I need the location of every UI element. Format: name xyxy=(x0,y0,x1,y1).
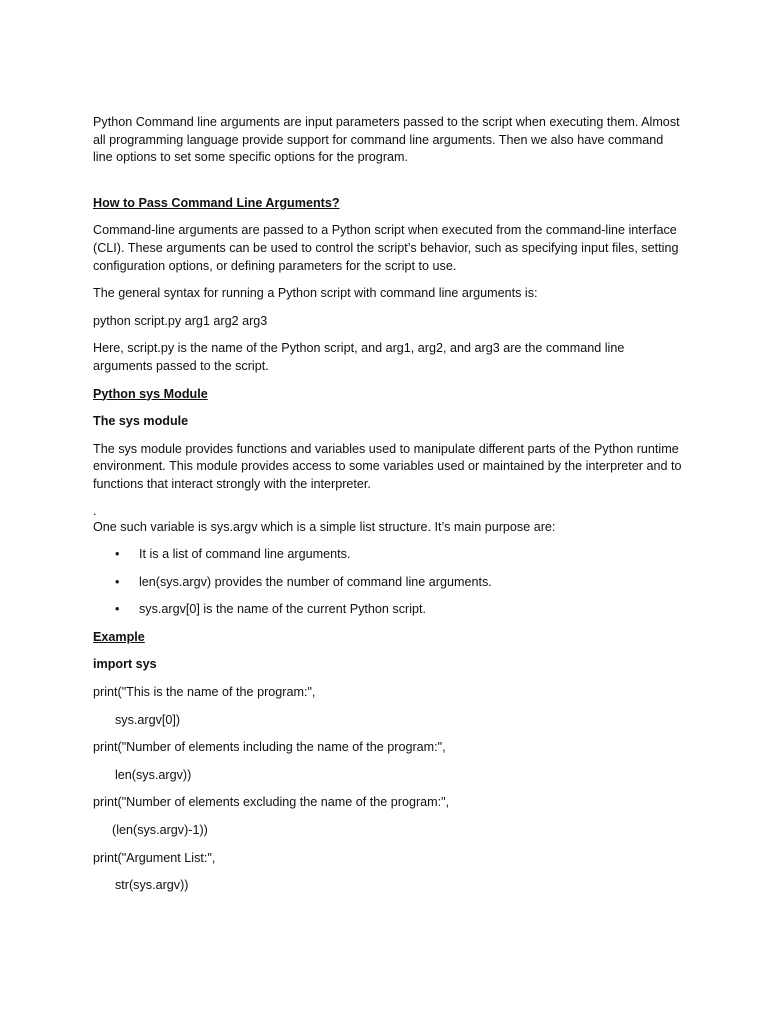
code-import-line: import sys xyxy=(93,657,157,672)
spacer xyxy=(93,177,683,195)
cli-paragraph: Command-line arguments are passed to a Python script when executed from the command-line interface (CLI). These arguments can be used to control the script’s behavior, such as specifying input files, setting configuration options, or defining parameters for the script to use. xyxy=(93,223,679,273)
sys-module-subheading: The sys module xyxy=(93,414,189,429)
intro-paragraph: Python Command line arguments are input parameters passed to the script when executing them. Almost all programming language provide support for command line arguments. Then we also have command line options to set some specific options for the program. xyxy=(93,115,680,165)
list-item xyxy=(93,601,683,619)
sys-argv-bullet-list xyxy=(93,546,683,619)
list-item-text: len(sys.argv) provides the number of command line arguments. xyxy=(139,574,492,589)
bullet-icon: • xyxy=(115,547,120,562)
list-item-text: It is a list of command line arguments. xyxy=(139,547,351,562)
how-to-pass-heading: How to Pass Command Line Arguments? xyxy=(93,195,340,210)
sys-argv-paragraph: One such variable is sys.argv which is a simple list structure. It’s main purpose are: xyxy=(93,519,556,534)
syntax-explanation-paragraph: Here, script.py is the name of the Python script, and arg1, arg2, and arg3 are the command line arguments passed to the script. xyxy=(93,341,625,373)
bullet-icon: • xyxy=(115,602,120,617)
code-line: print("This is the name of the program:", xyxy=(93,685,316,700)
code-line: print("Number of elements including the name of the program:", xyxy=(93,740,446,755)
code-line: (len(sys.argv)-1)) xyxy=(112,823,208,838)
syntax-intro-paragraph: The general syntax for running a Python script with command line arguments is: xyxy=(93,286,538,301)
code-line: str(sys.argv)) xyxy=(115,878,189,893)
sys-module-heading: Python sys Module xyxy=(93,386,208,401)
code-line: print("Argument List:", xyxy=(93,850,216,865)
bullet-icon: • xyxy=(115,574,120,589)
code-line: print("Number of elements excluding the name of the program:", xyxy=(93,795,450,810)
document-page xyxy=(93,114,683,905)
list-item xyxy=(93,546,683,564)
sys-module-paragraph: The sys module provides functions and variables used to manipulate different parts of the Python runtime environment. This module provides access to some variables used or maintained by the interpreter and to functions that interact strongly with the interpreter. xyxy=(93,441,682,491)
code-line: sys.argv[0]) xyxy=(115,712,181,727)
syntax-example: python script.py arg1 arg2 arg3 xyxy=(93,313,268,328)
example-heading: Example xyxy=(93,629,145,644)
code-line: len(sys.argv)) xyxy=(115,767,192,782)
list-item xyxy=(93,574,683,592)
stray-dot: . xyxy=(93,503,97,518)
list-item-text: sys.argv[0] is the name of the current Python script. xyxy=(139,602,426,617)
